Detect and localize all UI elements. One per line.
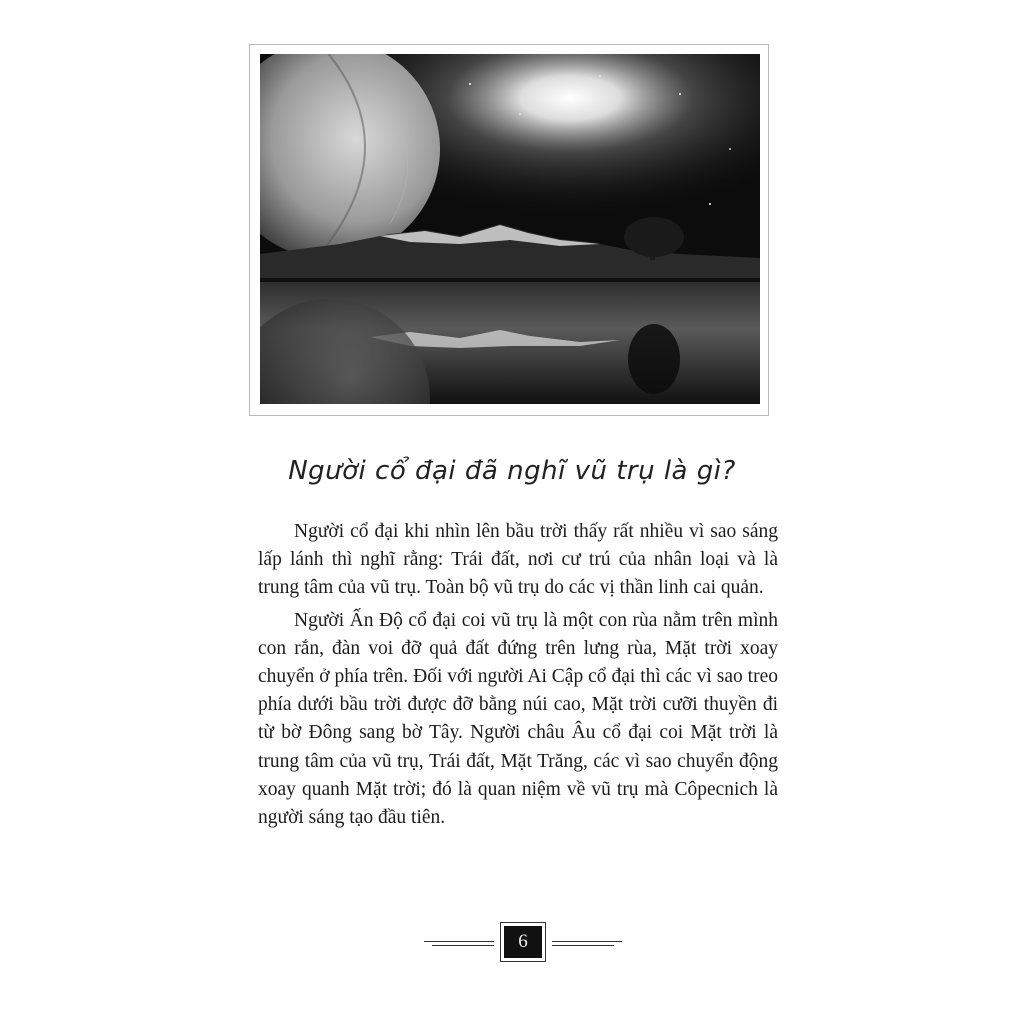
page-number: 6 <box>504 926 542 958</box>
page-title: Người cổ đại đã nghĩ vũ trụ là gì? <box>288 456 736 486</box>
left-rule-inner <box>432 945 494 946</box>
left-rule <box>424 941 494 942</box>
body-text <box>258 518 778 836</box>
right-rule <box>552 941 622 942</box>
right-rule-inner <box>552 945 614 946</box>
paragraph: Người cổ đại khi nhìn lên bầu trời thấy rất nhiều vì sao sáng lấp lánh thì nghĩ rằng: Trái đất, nơi cư trú của nhân loại và là trung tâm của vũ trụ. Toàn bộ vũ trụ do các vị thần linh cai quản. <box>258 521 778 599</box>
page-number-box <box>500 922 546 962</box>
planet-over-lake-photo <box>260 54 760 404</box>
illustration-frame <box>249 44 769 416</box>
night-sky-scene <box>260 54 760 404</box>
paragraph: Người Ấn Độ cổ đại coi vũ trụ là một con rùa nằm trên mình con rắn, đàn voi đỡ quả đất đứng trên lưng rùa, Mặt trời xoay chuyển ở phía trên. Đối với người Ai Cập cổ đại thì các vì sao treo phía dưới bầu trời được đỡ bằng núi cao, Mặt trời cưỡi thuyền đi từ bờ Đông sang bờ Tây. Người châu Âu cổ đại coi Mặt trời là trung tâm của vũ trụ, Trái đất, Mặt Trăng, các vì sao chuyển động xoay quanh Mặt trời; đó là quan niệm về vũ trụ mà Côpecnich là người sáng tạo đầu tiên. <box>258 609 778 829</box>
page-number-ornament <box>424 922 624 964</box>
